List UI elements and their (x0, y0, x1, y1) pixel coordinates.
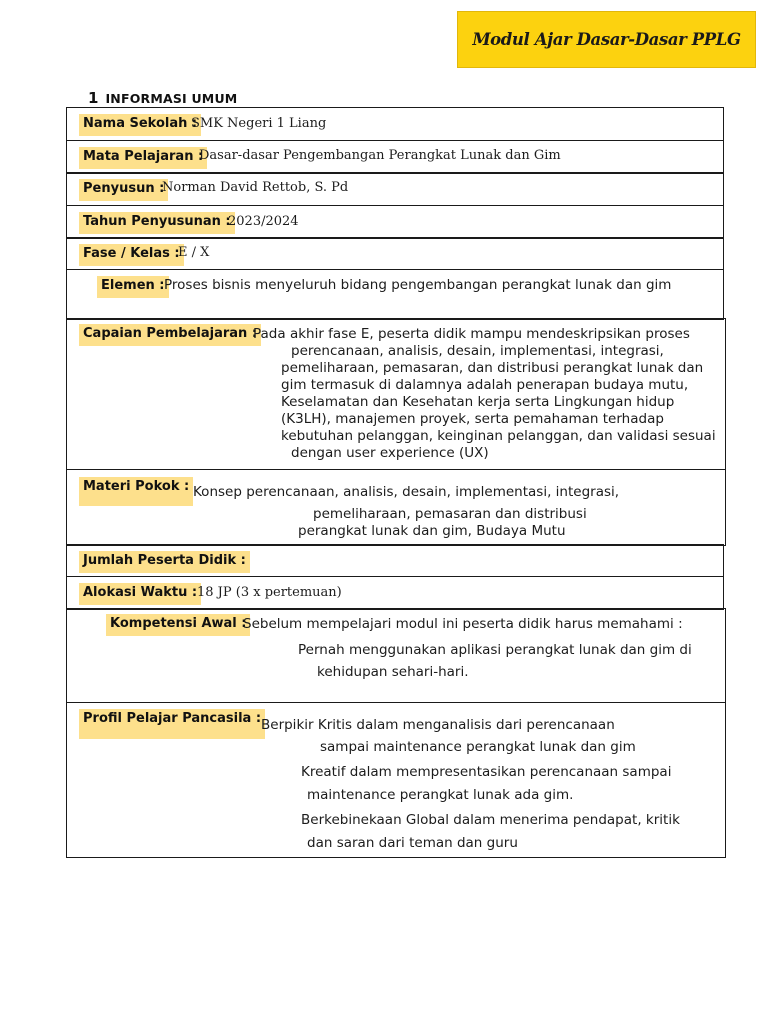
capaian-line: Pada akhir fase E, peserta didik mampu mendeskripsikan proses (253, 326, 690, 342)
materi-line: pemeliharaan, pemasaran dan distribusi (313, 505, 587, 522)
label-fase-kelas: Fase / Kelas : (79, 244, 184, 266)
profil-item-line: Berkebinekaan Global dalam menerima pendapat, kritik (301, 811, 680, 828)
materi-line: perangkat lunak dan gim, Budaya Mutu (298, 522, 566, 539)
label-elemen: Elemen : (97, 276, 169, 298)
value-elemen: Proses bisnis menyeluruh bidang pengembangan perangkat lunak dan gim (164, 276, 672, 293)
row-profil-pelajar-pancasila (66, 702, 726, 858)
banner-title: Modul Ajar Dasar-Dasar PPLG (472, 30, 741, 49)
section-number: 1 (88, 89, 99, 107)
capaian-line: dengan user experience (UX) (291, 445, 489, 461)
row-capaian-pembelajaran (66, 318, 726, 470)
label-kompetensi-awal: Kompetensi Awal : (106, 614, 250, 636)
row-nama-sekolah (66, 107, 724, 141)
capaian-line: pemeliharaan, pemasaran, dan distribusi perangkat lunak dan (281, 360, 704, 376)
capaian-line: perencanaan, analisis, desain, implementasi, integrasi, (291, 343, 664, 359)
label-penyusun: Penyusun : (79, 179, 168, 201)
label-tahun-penyusunan: Tahun Penyusunan : (79, 212, 235, 234)
label-alokasi-waktu: Alokasi Waktu : (79, 583, 201, 605)
capaian-line: Keselamatan dan Kesehatan kerja serta Lingkungan hidup (281, 394, 675, 410)
kompetensi-line: kehidupan sehari-hari. (317, 664, 469, 680)
materi-line: Konsep perencanaan, analisis, desain, implementasi, integrasi, (193, 483, 620, 500)
profil-item-line: dan saran dari teman dan guru (307, 834, 518, 851)
value-fase-kelas: E / X (178, 245, 210, 260)
profil-item-line: maintenance perangkat lunak ada gim. (307, 786, 574, 803)
profil-item-line: sampai maintenance perangkat lunak dan gim (320, 738, 636, 755)
label-nama-sekolah: Nama Sekolah : (79, 114, 201, 136)
label-capaian-pembelajaran: Capaian Pembelajaran : (79, 324, 261, 346)
info-table (66, 107, 726, 856)
row-penyusun (66, 172, 724, 206)
row-jumlah-peserta-didik (66, 544, 724, 577)
section-title-text: INFORMASI UMUM (105, 91, 238, 106)
value-tahun-penyusunan: 2023/2024 (228, 213, 299, 229)
profil-item-line: Berpikir Kritis dalam menganalisis dari perencanaan (261, 716, 615, 733)
section-heading (88, 88, 237, 107)
label-materi-pokok: Materi Pokok : (79, 477, 193, 506)
value-nama-sekolah: SMK Negeri 1 Liang (191, 116, 327, 131)
capaian-line: kebutuhan pelanggan, keinginan pelanggan, dan validasi sesuai (281, 428, 716, 444)
row-tahun-penyusunan (66, 205, 724, 239)
value-kompetensi-awal: Sebelum mempelajari modul ini peserta didik harus memahami : (243, 616, 683, 632)
kompetensi-line: Pernah menggunakan aplikasi perangkat lunak dan gim di (298, 642, 692, 658)
capaian-line: gim termasuk di dalamnya adalah penerapan budaya mutu, (281, 377, 689, 393)
capaian-line: (K3LH), manajemen proyek, serta pemahaman terhadap (281, 411, 664, 427)
row-mata-pelajaran (66, 140, 724, 174)
label-profil-pelajar-pancasila: Profil Pelajar Pancasila : (79, 709, 265, 739)
row-elemen (66, 269, 724, 320)
row-fase-kelas (66, 237, 724, 270)
label-jumlah-peserta-didik: Jumlah Peserta Didik : (79, 551, 250, 573)
label-mata-pelajaran: Mata Pelajaran : (79, 147, 207, 169)
value-mata-pelajaran: Dasar-dasar Pengembangan Perangkat Lunak dan Gim (199, 147, 561, 163)
value-alokasi-waktu: 18 JP (3 x pertemuan) (197, 584, 342, 600)
profil-item-line: Kreatif dalam mempresentasikan perencanaan sampai (301, 763, 672, 780)
row-kompetensi-awal (66, 608, 726, 703)
row-materi-pokok (66, 469, 726, 546)
row-alokasi-waktu (66, 576, 724, 610)
value-penyusun: Norman David Rettob, S. Pd (162, 180, 349, 195)
header-banner (457, 11, 756, 68)
